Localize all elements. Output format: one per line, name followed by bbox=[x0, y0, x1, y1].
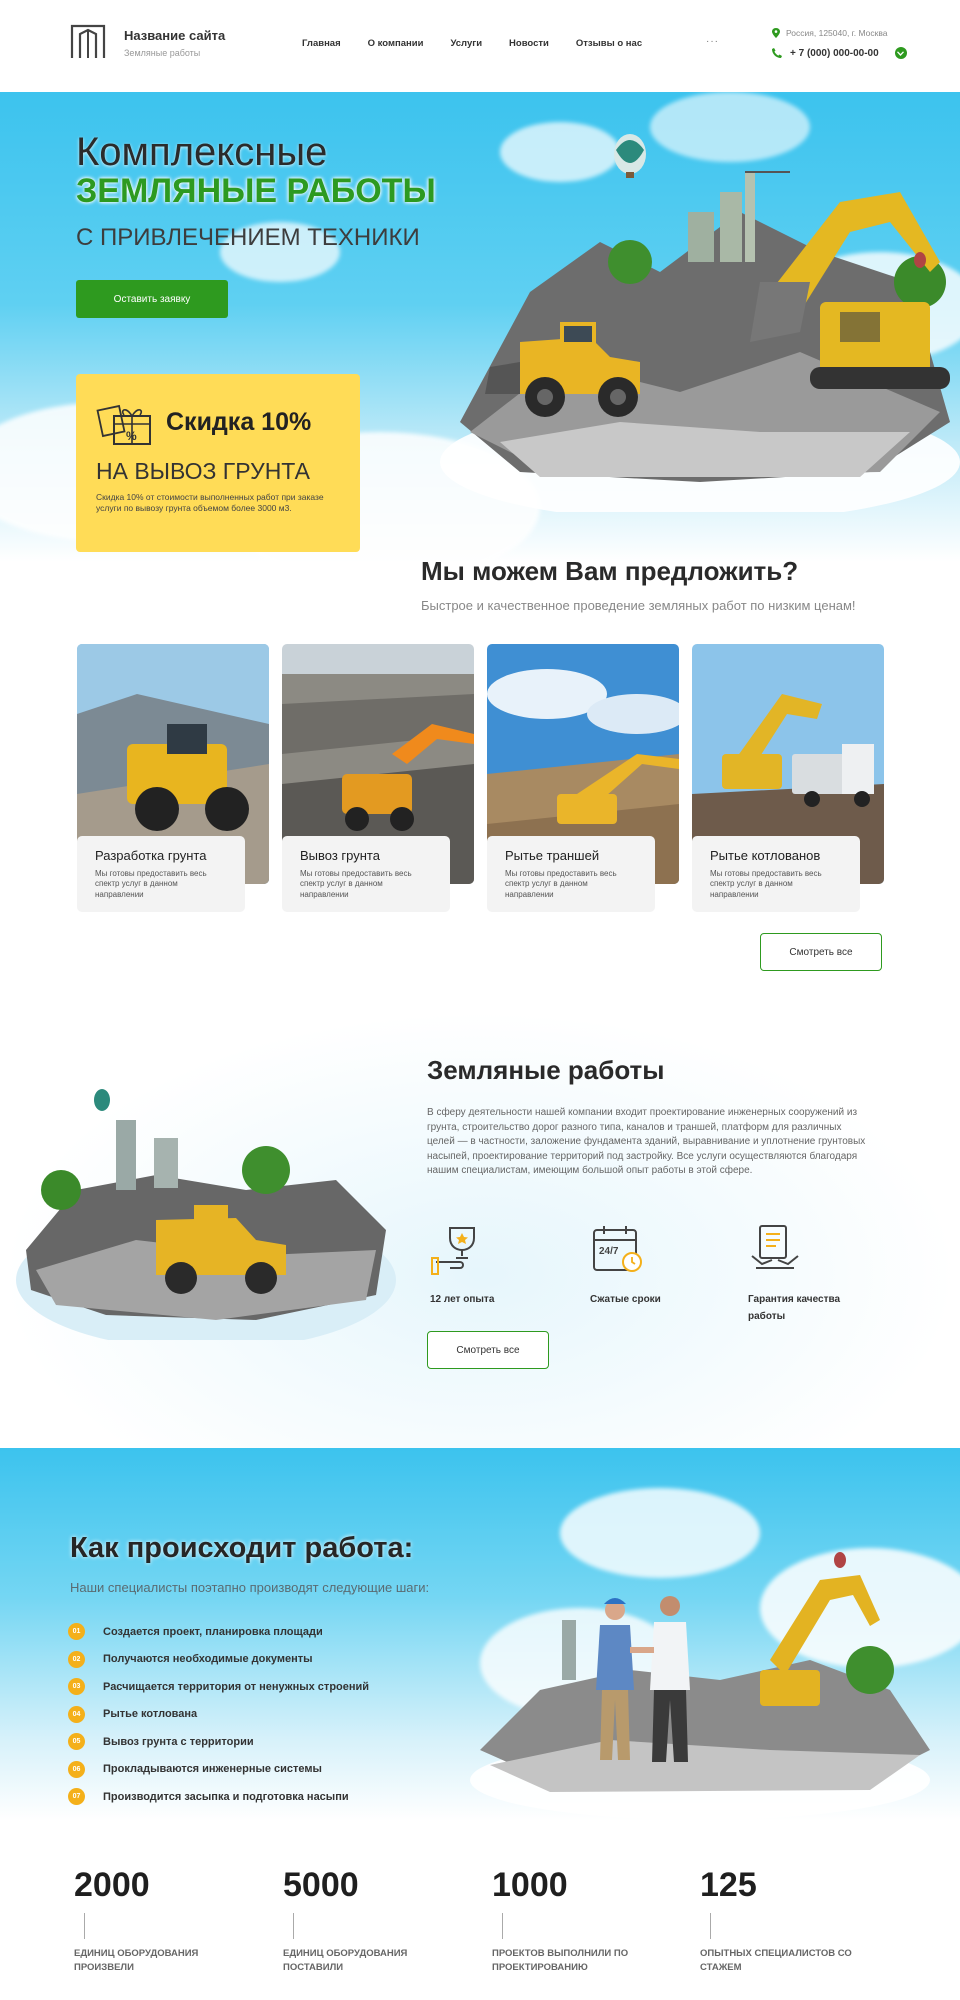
step-number: 03 bbox=[68, 1678, 85, 1695]
svg-text:%: % bbox=[126, 429, 137, 443]
process-step bbox=[68, 1701, 369, 1729]
stat-label: ЕДИНИЦ ОБОРУДОВАНИЯ ПОСТАВИЛИ bbox=[283, 1948, 408, 1973]
service-card-text: Мы готовы предоставить весь спектр услуг в данном направлении bbox=[505, 869, 617, 899]
hero-title-line2: ЗЕМЛЯНЫЕ РАБОТЫ bbox=[76, 172, 436, 210]
service-card-title: Разработка грунта bbox=[95, 848, 207, 863]
service-card-title: Рытье котлованов bbox=[710, 848, 821, 863]
step-number: 07 bbox=[68, 1788, 85, 1805]
stat-item bbox=[74, 1866, 234, 1975]
process-step bbox=[68, 1783, 369, 1811]
process-steps bbox=[68, 1618, 369, 1811]
gift-discount-icon bbox=[96, 402, 154, 448]
stat-number: 5000 bbox=[283, 1866, 359, 1904]
step-text: Рытье котлована bbox=[103, 1708, 198, 1721]
nav-services[interactable]: Услуги bbox=[450, 38, 483, 49]
nav-about[interactable]: О компании bbox=[367, 38, 424, 49]
process-section bbox=[0, 1448, 960, 1820]
phone-icon bbox=[772, 48, 782, 58]
process-step bbox=[68, 1646, 369, 1674]
stat-number: 125 bbox=[700, 1866, 757, 1904]
process-step bbox=[68, 1728, 369, 1756]
stat-number: 2000 bbox=[74, 1866, 150, 1904]
service-card-text: Мы готовы предоставить весь спектр услуг в данном направлении bbox=[710, 869, 822, 899]
service-card[interactable] bbox=[692, 644, 884, 899]
hero-construction-illustration bbox=[440, 132, 960, 512]
service-card-info bbox=[487, 836, 655, 912]
step-text: Прокладываются инженерные системы bbox=[103, 1763, 322, 1776]
service-card-info bbox=[692, 836, 860, 912]
service-card-title: Вывоз грунта bbox=[300, 848, 380, 863]
step-number: 04 bbox=[68, 1706, 85, 1723]
request-button[interactable]: Оставить заявку bbox=[76, 280, 228, 318]
nav-more-button[interactable]: ··· bbox=[706, 36, 719, 47]
step-text: Вывоз грунта с территории bbox=[103, 1735, 254, 1748]
stat-item bbox=[700, 1866, 860, 1975]
promo-text: Скидка 10% от стоимости выполненных работ при заказе услуги по вывозу грунта объемом более 3000 м3. bbox=[96, 492, 324, 514]
step-text: Создается проект, планировка площади bbox=[103, 1625, 323, 1638]
feature-label: 12 лет опыта bbox=[430, 1294, 495, 1305]
svg-text:24/7: 24/7 bbox=[599, 1246, 619, 1257]
phone-number[interactable]: + 7 (000) 000-00-00 bbox=[790, 47, 879, 59]
chevron-down-icon[interactable] bbox=[895, 47, 907, 59]
stat-number: 1000 bbox=[492, 1866, 568, 1904]
nav-news[interactable]: Новости bbox=[509, 38, 549, 49]
step-number: 01 bbox=[68, 1623, 85, 1640]
phone bbox=[772, 47, 907, 59]
stat-item bbox=[283, 1866, 443, 1975]
service-card-info bbox=[282, 836, 450, 912]
main-nav bbox=[302, 38, 642, 49]
promo-subtitle: НА ВЫВОЗ ГРУНТА bbox=[96, 458, 310, 484]
stat-label: ЕДИНИЦ ОБОРУДОВАНИЯ ПРОИЗВЕЛИ bbox=[74, 1948, 199, 1973]
address-text: Россия, 125040, г. Москва bbox=[786, 28, 888, 38]
service-card[interactable] bbox=[77, 644, 269, 899]
offer-subtitle: Быстрое и качественное проведение земляных работ по низким ценам! bbox=[421, 598, 856, 613]
process-illustration bbox=[470, 1500, 940, 1820]
process-title: Как происходит работа: bbox=[70, 1532, 414, 1564]
earthworks-title: Земляные работы bbox=[427, 1055, 665, 1085]
promo-title: Скидка 10% bbox=[166, 408, 312, 436]
feature-deadlines bbox=[590, 1222, 661, 1308]
feature-label: Сжатые сроки bbox=[590, 1294, 661, 1305]
hero-title-line1: Комплексные bbox=[76, 130, 328, 174]
service-card-title: Рытье траншей bbox=[505, 848, 600, 863]
hero-section bbox=[0, 92, 960, 562]
stat-item bbox=[492, 1866, 652, 1975]
feature-label: Гарантия качества работы bbox=[748, 1294, 841, 1322]
earthworks-illustration bbox=[16, 1080, 396, 1340]
step-number: 02 bbox=[68, 1651, 85, 1668]
service-card[interactable] bbox=[282, 644, 474, 899]
earthworks-text: В сферу деятельности нашей компании входит проектирование инженерных сооружений из грунта, строительство дорог разного типа, каналов и траншей, платформ для различных целей — в частности, заложение фундамента зданий, выравнивание и уплотнение грунтовых насыпей, проектирование территорий под застройку. Все услуги осуществляются благодаря нашим специалистам, имеющим большой опыт работы в этой сфере. bbox=[427, 1107, 866, 1176]
logo-icon[interactable] bbox=[70, 22, 106, 60]
nav-home[interactable]: Главная bbox=[302, 38, 341, 49]
service-card[interactable] bbox=[487, 644, 679, 899]
process-step bbox=[68, 1756, 369, 1784]
site-name[interactable]: Название сайта bbox=[124, 28, 226, 43]
stat-divider bbox=[84, 1913, 85, 1939]
step-number: 05 bbox=[68, 1733, 85, 1750]
view-all-services-button[interactable]: Смотреть все bbox=[760, 933, 882, 971]
stat-divider bbox=[502, 1913, 503, 1939]
nav-reviews[interactable]: Отзывы о нас bbox=[575, 38, 643, 49]
stat-divider bbox=[293, 1913, 294, 1939]
stat-divider bbox=[710, 1913, 711, 1939]
address bbox=[772, 28, 888, 38]
quality-document-icon bbox=[748, 1222, 804, 1276]
view-all-earthworks-button[interactable]: Смотреть все bbox=[427, 1331, 549, 1369]
calendar-clock-icon bbox=[590, 1222, 646, 1276]
stat-label: ОПЫТНЫХ СПЕЦИАЛИСТОВ СО СТАЖЕМ bbox=[700, 1948, 852, 1973]
service-card-text: Мы готовы предоставить весь спектр услуг в данном направлении bbox=[300, 869, 412, 899]
trophy-hand-icon bbox=[430, 1222, 486, 1276]
process-subtitle: Наши специалисты поэтапно производят следующие шаги: bbox=[70, 1580, 430, 1595]
step-text: Расчищается территория от ненужных строений bbox=[103, 1680, 370, 1693]
feature-experience bbox=[430, 1222, 494, 1308]
process-step bbox=[68, 1618, 369, 1646]
service-card-text: Мы готовы предоставить весь спектр услуг в данном направлении bbox=[95, 869, 207, 899]
stat-label: ПРОЕКТОВ ВЫПОЛНИЛИ ПО ПРОЕКТИРОВАНИЮ bbox=[492, 1948, 629, 1973]
promo-card bbox=[76, 374, 360, 552]
hero-title-line3: С ПРИВЛЕЧЕНИЕМ ТЕХНИКИ bbox=[76, 224, 420, 251]
step-text: Получаются необходимые документы bbox=[103, 1653, 313, 1666]
feature-quality bbox=[748, 1222, 858, 1325]
service-card-info bbox=[77, 836, 245, 912]
offer-title: Мы можем Вам предложить? bbox=[421, 556, 799, 586]
site-header bbox=[0, 0, 960, 92]
location-pin-icon bbox=[772, 28, 780, 38]
step-number: 06 bbox=[68, 1761, 85, 1778]
step-text: Производится засыпка и подготовка насыпи bbox=[103, 1790, 349, 1803]
process-step bbox=[68, 1673, 369, 1701]
site-subtitle: Земляные работы bbox=[124, 48, 201, 58]
